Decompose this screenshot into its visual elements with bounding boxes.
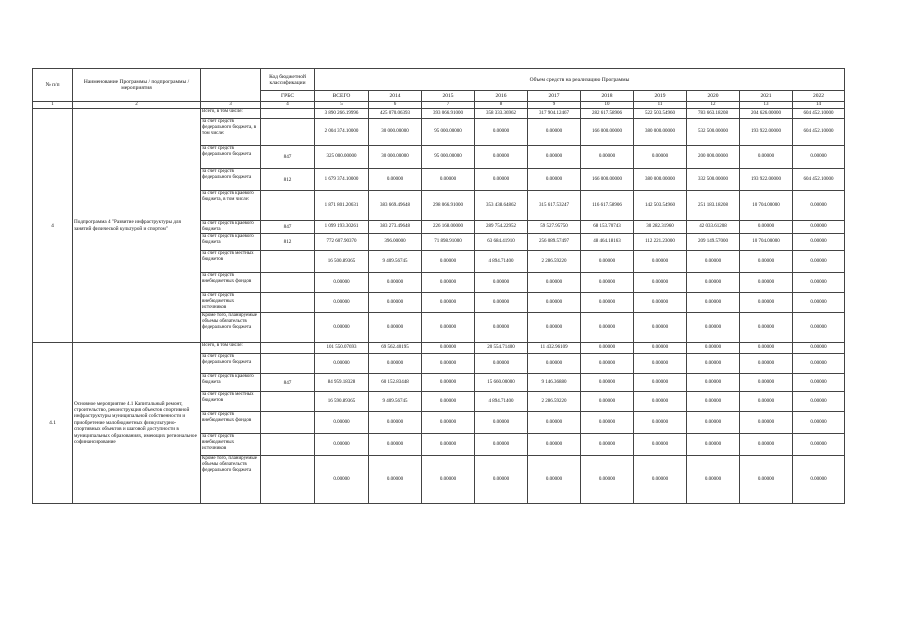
amount-cell: 0.00000	[740, 251, 793, 273]
amount-cell: 0.00000	[475, 313, 528, 343]
amount-cell: 0.00000	[369, 273, 422, 293]
amount-cell: 0.00000	[422, 343, 475, 354]
amount-cell: 0.00000	[793, 354, 845, 374]
amount-cell: 204 626.00000	[740, 109, 793, 119]
amount-cell: 63 684.41910	[475, 234, 528, 251]
amount-cell: 0.00000	[793, 234, 845, 251]
amount-cell: 0.00000	[634, 434, 687, 456]
section-name: Основное мероприятие 4.1 Капитальный ремонт, строительство, реконструкция объектов спортивной инфраструктуры муниципальной собственности и приобретение малобюджетных физкультурно-спортивных объектов и шаговой доступности в муниципальных образованиях, имеющих региональное софинансирование	[73, 343, 201, 504]
column-index: 3	[201, 102, 261, 109]
amount-cell: 298 066.91000	[422, 191, 475, 221]
amount-cell: 0.00000	[740, 392, 793, 412]
amount-cell: 0.00000	[740, 221, 793, 234]
amount-cell: 315 617.53247	[528, 191, 581, 221]
amount-cell: 0.00000	[475, 412, 528, 434]
amount-cell: 60 152.83448	[369, 374, 422, 392]
amount-cell: 289 754.22952	[475, 221, 528, 234]
column-index: 1	[33, 102, 73, 109]
amount-cell: 0.00000	[687, 313, 740, 343]
amount-cell: 20 554.71400	[475, 343, 528, 354]
amount-cell: 0.00000	[581, 146, 634, 169]
amount-cell: 358 333.36962	[475, 109, 528, 119]
funding-source: Всего, в том числе:	[201, 109, 261, 119]
amount-cell: 0.00000	[581, 392, 634, 412]
grbs-code: 847	[261, 374, 315, 392]
funding-source: за счет средств краевого бюджета	[201, 221, 261, 234]
funding-source: за счет средств федерального бюджета	[201, 146, 261, 169]
grbs-code	[261, 191, 315, 221]
grbs-code	[261, 354, 315, 374]
amount-cell: 0.00000	[740, 273, 793, 293]
amount-cell: 101 550.07693	[315, 343, 369, 354]
column-index: 14	[793, 102, 845, 109]
amount-cell: 0.00000	[315, 293, 369, 313]
amount-cell: 0.00000	[581, 412, 634, 434]
amount-cell: 353 438.64862	[475, 191, 528, 221]
amount-cell: 1 679 374.10000	[315, 169, 369, 191]
amount-cell: 532 500.00000	[687, 119, 740, 146]
amount-cell: 0.00000	[422, 456, 475, 504]
amount-cell: 0.00000	[634, 392, 687, 412]
header-grbs: ГРБС	[261, 91, 315, 102]
amount-cell: 0.00000	[793, 456, 845, 504]
amount-cell: 0.00000	[687, 273, 740, 293]
amount-cell: 16 500.89365	[315, 251, 369, 273]
amount-cell: 0.00000	[315, 354, 369, 374]
grbs-code	[261, 293, 315, 313]
funding-source: за счет средств федерального бюджета	[201, 169, 261, 191]
header-year: 2021	[740, 91, 793, 102]
amount-cell: 0.00000	[422, 412, 475, 434]
amount-cell: 0.00000	[422, 293, 475, 313]
amount-cell: 116 617.58906	[581, 191, 634, 221]
amount-cell: 0.00000	[740, 374, 793, 392]
amount-cell: 0.00000	[528, 313, 581, 343]
grbs-code	[261, 273, 315, 293]
amount-cell: 59 527.95750	[528, 221, 581, 234]
amount-cell: 772 607.90370	[315, 234, 369, 251]
column-index: 11	[634, 102, 687, 109]
amount-cell: 95 000.00000	[422, 146, 475, 169]
amount-cell: 69 562.40195	[369, 343, 422, 354]
amount-cell: 0.00000	[581, 293, 634, 313]
grbs-code	[261, 109, 315, 119]
amount-cell: 0.00000	[740, 146, 793, 169]
amount-cell: 0.00000	[528, 456, 581, 504]
amount-cell: 0.00000	[528, 146, 581, 169]
amount-cell: 0.00000	[687, 354, 740, 374]
amount-cell: 71 898.91000	[422, 234, 475, 251]
column-index: 9	[528, 102, 581, 109]
amount-cell: 166 000.00000	[581, 119, 634, 146]
header-year: 2014	[369, 91, 422, 102]
amount-cell: 0.00000	[634, 412, 687, 434]
amount-cell: 4 894.71400	[475, 392, 528, 412]
funding-source: Всего, в том числе:	[201, 343, 261, 354]
amount-cell: 282 617.58906	[581, 109, 634, 119]
amount-cell: 0.00000	[740, 343, 793, 354]
amount-cell: 0.00000	[581, 456, 634, 504]
grbs-code	[261, 434, 315, 456]
column-index: 10	[581, 102, 634, 109]
column-index: 2	[73, 102, 201, 109]
amount-cell: 0.00000	[528, 119, 581, 146]
grbs-code: 847	[261, 221, 315, 234]
amount-cell: 16 590.89365	[315, 392, 369, 412]
amount-cell: 0.00000	[634, 273, 687, 293]
amount-cell: 425 070.06393	[369, 109, 422, 119]
amount-cell: 0.00000	[793, 146, 845, 169]
grbs-code: 812	[261, 169, 315, 191]
amount-cell: 9 409.56745	[369, 251, 422, 273]
amount-cell: 0.00000	[369, 354, 422, 374]
amount-cell: 0.00000	[793, 374, 845, 392]
funding-source: за счет средств внебюджетных фондов	[201, 273, 261, 293]
amount-cell: 30 282.31960	[634, 221, 687, 234]
amount-cell: 380 000.00000	[634, 169, 687, 191]
header-volume: Объем средств на реализацию Программы	[315, 69, 845, 91]
header-name: Наименование Программы / подпрограммы / мероприятия	[73, 69, 201, 102]
amount-cell: 396.00000	[369, 234, 422, 251]
grbs-code: 847	[261, 146, 315, 169]
amount-cell: 0.00000	[740, 293, 793, 313]
grbs-code	[261, 343, 315, 354]
amount-cell: 0.00000	[369, 313, 422, 343]
amount-cell: 0.00000	[687, 293, 740, 313]
amount-cell: 0.00000	[475, 293, 528, 313]
section-number: 4	[33, 109, 73, 343]
amount-cell: 0.00000	[634, 251, 687, 273]
amount-cell: 112 221.23000	[634, 234, 687, 251]
amount-cell: 0.00000	[315, 412, 369, 434]
header-year: 2019	[634, 91, 687, 102]
amount-cell: 0.00000	[793, 313, 845, 343]
amount-cell: 0.00000	[528, 412, 581, 434]
amount-cell: 0.00000	[793, 221, 845, 234]
amount-cell: 383 669.49648	[369, 191, 422, 221]
amount-cell: 0.00000	[793, 191, 845, 221]
amount-cell: 783 663.18208	[687, 109, 740, 119]
funding-source: Кроме того, планируемые объемы обязательств федерального бюджета	[201, 313, 261, 343]
amount-cell: 0.00000	[687, 374, 740, 392]
amount-cell: 0.00000	[475, 354, 528, 374]
amount-cell: 0.00000	[740, 412, 793, 434]
amount-cell: 604 452.10000	[793, 169, 845, 191]
header-year: 2016	[475, 91, 528, 102]
amount-cell: 393 066.91000	[422, 109, 475, 119]
section-number: 4.1	[33, 343, 73, 504]
amount-cell: 604 452.10000	[793, 119, 845, 146]
column-index: 13	[740, 102, 793, 109]
amount-cell: 0.00000	[740, 434, 793, 456]
amount-cell: 0.00000	[315, 273, 369, 293]
funding-source: за счет средств краевого бюджета	[201, 374, 261, 392]
funding-source: за счет средств федерального бюджета, в том числе:	[201, 119, 261, 146]
header-year: 2018	[581, 91, 634, 102]
amount-cell: 0.00000	[793, 273, 845, 293]
column-index: 6	[369, 102, 422, 109]
amount-cell: 0.00000	[369, 434, 422, 456]
amount-cell: 380 000.00000	[634, 119, 687, 146]
grbs-code	[261, 119, 315, 146]
amount-cell: 0.00000	[581, 273, 634, 293]
amount-cell: 15 660.00000	[475, 374, 528, 392]
amount-cell: 332 500.00000	[687, 169, 740, 191]
amount-cell: 0.00000	[475, 434, 528, 456]
amount-cell: 30 000.00000	[369, 119, 422, 146]
column-index: 4	[261, 102, 315, 109]
amount-cell: 0.00000	[475, 119, 528, 146]
amount-cell: 4 894.71400	[475, 251, 528, 273]
amount-cell: 0.00000	[422, 434, 475, 456]
amount-cell: 0.00000	[793, 412, 845, 434]
amount-cell: 0.00000	[475, 456, 528, 504]
funding-source: за счет средств внебюджетных фондов	[201, 412, 261, 434]
amount-cell: 0.00000	[634, 374, 687, 392]
grbs-code	[261, 456, 315, 504]
grbs-code	[261, 251, 315, 273]
amount-cell: 522 503.54960	[634, 109, 687, 119]
amount-cell: 1 099 193.30261	[315, 221, 369, 234]
funding-source: Кроме того, планируемые объемы обязательств федерального бюджета	[201, 456, 261, 504]
amount-cell: 383 273.49648	[369, 221, 422, 234]
amount-cell: 0.00000	[422, 169, 475, 191]
amount-cell: 0.00000	[740, 354, 793, 374]
amount-cell: 0.00000	[528, 293, 581, 313]
amount-cell: 0.00000	[634, 456, 687, 504]
amount-cell: 0.00000	[422, 374, 475, 392]
amount-cell: 0.00000	[687, 456, 740, 504]
amount-cell: 30 000.00000	[369, 146, 422, 169]
funding-source: за счет средств краевого бюджета, в том числе:	[201, 191, 261, 221]
amount-cell: 0.00000	[687, 434, 740, 456]
grbs-code	[261, 412, 315, 434]
amount-cell: 0.00000	[687, 392, 740, 412]
amount-cell: 0.00000	[528, 273, 581, 293]
amount-cell: 0.00000	[581, 343, 634, 354]
table-row	[33, 343, 845, 354]
column-index: 12	[687, 102, 740, 109]
grbs-code	[261, 392, 315, 412]
amount-cell: 0.00000	[634, 313, 687, 343]
amount-cell: 0.00000	[422, 251, 475, 273]
amount-cell: 256 089.57497	[528, 234, 581, 251]
header-no: № п/п	[33, 69, 73, 102]
amount-cell: 604 452.10000	[793, 109, 845, 119]
column-index: 8	[475, 102, 528, 109]
table-row	[33, 109, 845, 119]
amount-cell: 2 286.59220	[528, 392, 581, 412]
funding-source: за счет средств внебюджетных источников	[201, 293, 261, 313]
amount-cell: 0.00000	[422, 313, 475, 343]
amount-cell: 0.00000	[475, 146, 528, 169]
amount-cell: 0.00000	[369, 169, 422, 191]
amount-cell: 0.00000	[687, 412, 740, 434]
header-year: 2015	[422, 91, 475, 102]
amount-cell: 0.00000	[740, 313, 793, 343]
amount-cell: 0.00000	[581, 313, 634, 343]
funding-source: за счет средств внебюджетных источников	[201, 434, 261, 456]
amount-cell: 0.00000	[634, 146, 687, 169]
amount-cell: 0.00000	[422, 273, 475, 293]
amount-cell: 0.00000	[581, 434, 634, 456]
amount-cell: 0.00000	[634, 343, 687, 354]
amount-cell: 0.00000	[740, 456, 793, 504]
amount-cell: 142 503.54960	[634, 191, 687, 221]
amount-cell: 193 922.00000	[740, 119, 793, 146]
header-year: 2022	[793, 91, 845, 102]
amount-cell: 0.00000	[422, 392, 475, 412]
amount-cell: 42 033.61208	[687, 221, 740, 234]
funding-source: за счет средств местных бюджетов	[201, 251, 261, 273]
amount-cell: 95 000.00000	[422, 119, 475, 146]
amount-cell: 10 704.00000	[740, 191, 793, 221]
amount-cell: 0.00000	[687, 343, 740, 354]
amount-cell: 0.00000	[422, 354, 475, 374]
amount-cell: 2 004 374.10000	[315, 119, 369, 146]
amount-cell: 0.00000	[581, 374, 634, 392]
grbs-code: 812	[261, 234, 315, 251]
amount-cell: 0.00000	[581, 354, 634, 374]
amount-cell: 10 704.00000	[740, 234, 793, 251]
header-total: ВСЕГО	[315, 91, 369, 102]
amount-cell: 317 904.12467	[528, 109, 581, 119]
amount-cell: 11 432.96109	[528, 343, 581, 354]
section-name: Подпрограмма 4 "Развитие инфраструктуры для занятий физической культурой и спортом"	[73, 109, 201, 343]
amount-cell: 0.00000	[475, 273, 528, 293]
amount-cell: 0.00000	[528, 434, 581, 456]
header-year: 2017	[528, 91, 581, 102]
budget-table	[32, 68, 845, 504]
amount-cell: 0.00000	[793, 251, 845, 273]
amount-cell: 0.00000	[475, 169, 528, 191]
header-code: Код бюджетной классификации	[261, 69, 315, 91]
amount-cell: 325 000.00000	[315, 146, 369, 169]
amount-cell: 0.00000	[315, 456, 369, 504]
amount-cell: 0.00000	[315, 434, 369, 456]
amount-cell: 0.00000	[528, 354, 581, 374]
amount-cell: 0.00000	[528, 169, 581, 191]
amount-cell: 209 149.57000	[687, 234, 740, 251]
amount-cell: 0.00000	[581, 251, 634, 273]
funding-source: за счет средств краевого бюджета	[201, 234, 261, 251]
amount-cell: 2 286.59220	[528, 251, 581, 273]
amount-cell: 200 000.00000	[687, 146, 740, 169]
amount-cell: 1 871 801.20631	[315, 191, 369, 221]
column-index: 5	[315, 102, 369, 109]
amount-cell: 0.00000	[793, 392, 845, 412]
amount-cell: 226 168.00000	[422, 221, 475, 234]
amount-cell: 0.00000	[369, 293, 422, 313]
amount-cell: 0.00000	[315, 313, 369, 343]
header-year: 2020	[687, 91, 740, 102]
amount-cell: 0.00000	[687, 251, 740, 273]
amount-cell: 48 464.18163	[581, 234, 634, 251]
amount-cell: 0.00000	[369, 456, 422, 504]
amount-cell: 0.00000	[793, 434, 845, 456]
amount-cell: 68 153.70743	[581, 221, 634, 234]
grbs-code	[261, 313, 315, 343]
amount-cell: 166 000.00000	[581, 169, 634, 191]
amount-cell: 0.00000	[793, 343, 845, 354]
amount-cell: 193 922.00000	[740, 169, 793, 191]
column-index: 7	[422, 102, 475, 109]
funding-source: за счет средств местных бюджетов	[201, 392, 261, 412]
amount-cell: 0.00000	[634, 354, 687, 374]
amount-cell: 84 959.18328	[315, 374, 369, 392]
amount-cell: 3 890 266.19996	[315, 109, 369, 119]
amount-cell: 9 146.36880	[528, 374, 581, 392]
funding-source: за счет средств федерального бюджета	[201, 354, 261, 374]
amount-cell: 0.00000	[369, 412, 422, 434]
amount-cell: 9 409.56745	[369, 392, 422, 412]
amount-cell: 251 183.18208	[687, 191, 740, 221]
amount-cell: 0.00000	[793, 293, 845, 313]
amount-cell: 0.00000	[634, 293, 687, 313]
